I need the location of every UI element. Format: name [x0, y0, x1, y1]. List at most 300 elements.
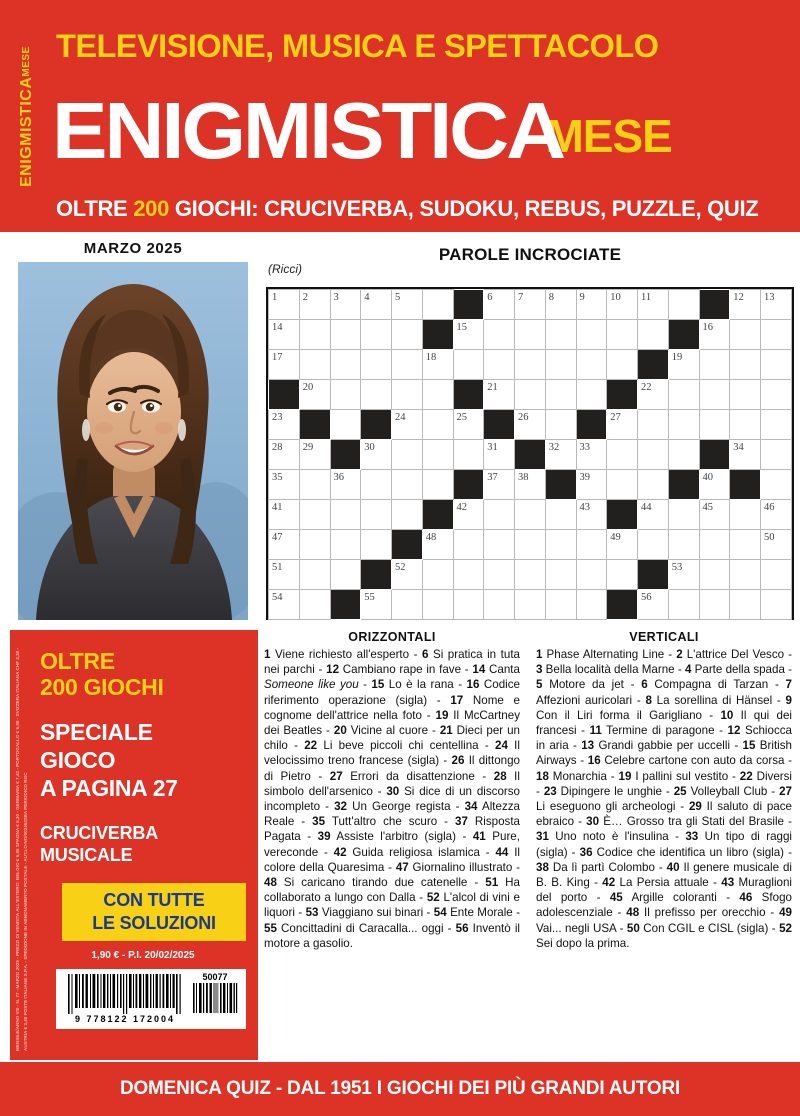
crossword-cell-block [668, 470, 699, 500]
crossword-cell[interactable] [761, 350, 792, 380]
crossword-cell[interactable] [607, 470, 638, 500]
promo-games-count [40, 648, 246, 700]
crossword-cell[interactable] [361, 530, 392, 560]
crossword-cell[interactable] [699, 470, 730, 500]
crossword-cell[interactable] [545, 290, 576, 320]
crossword-cell[interactable] [515, 320, 546, 350]
crossword-cell-number: 53 [671, 562, 683, 573]
crossword-row [269, 560, 792, 590]
crossword-cell[interactable] [515, 380, 546, 410]
crossword-cell[interactable] [545, 320, 576, 350]
crossword-cell[interactable] [668, 560, 699, 590]
crossword-cell-block [453, 380, 484, 410]
crossword-cell[interactable] [361, 350, 392, 380]
crossword-cell-number: 30 [364, 442, 375, 453]
crossword-cell[interactable] [668, 350, 699, 380]
issue-fineprint: MENSILE/ANNO VIII - N. 77 - MARZO 2025 - PREZZI DI VENDITA ALL'ESTERO: BELGIO € 5,95 SPAGNA € 5,30 - GERMANIA € 7,40 - PORTOGALLO € 5,99 - SVIZZERA ITALIANA CHF 4,30 - AUSTRIA € 3,40 POSTE ITALIANE S.P.A. - SPEDIZIONE IN ABBONAMENTO POSTALE - AUT.LO-NO/0024523BA PERIODICO ROC [15, 647, 28, 1051]
promo-text-block [40, 648, 246, 866]
crossword-cell-block [361, 560, 392, 590]
crossword-cell-block [607, 380, 638, 410]
crossword-cell-number: 20 [302, 382, 314, 393]
crossword-cell[interactable] [761, 380, 792, 410]
solutions-badge [62, 883, 246, 941]
crossword-cell-block [730, 470, 761, 500]
crossword-cell[interactable] [361, 440, 392, 470]
crossword-cell-number: 28 [272, 442, 283, 453]
crossword-cell-number: 29 [302, 442, 314, 453]
crossword-cell[interactable] [576, 470, 607, 500]
crossword-cell-number: 14 [272, 322, 283, 333]
crossword-cell-number: 40 [702, 472, 713, 483]
crossword-cell[interactable] [761, 320, 792, 350]
crossword-cell[interactable] [515, 350, 546, 380]
crossword-cell[interactable] [730, 530, 761, 560]
crossword-cell-number: 33 [579, 442, 590, 453]
crossword-cell[interactable] [730, 590, 761, 620]
crossword-cell[interactable] [453, 590, 484, 620]
crossword-cell[interactable] [361, 320, 392, 350]
crossword-cell[interactable] [392, 350, 423, 380]
crossword-cell-number: 23 [272, 412, 283, 423]
crossword-cell[interactable] [299, 560, 330, 590]
promo-cruciverba [40, 822, 246, 866]
crossword-cell[interactable] [330, 560, 361, 590]
crossword-cell-block [422, 320, 453, 350]
crossword-cell-block [638, 350, 669, 380]
crossword-cell[interactable] [422, 470, 453, 500]
crossword-cell[interactable] [361, 380, 392, 410]
crossword-cell[interactable] [730, 380, 761, 410]
crossword-cell[interactable] [699, 530, 730, 560]
crossword-cell[interactable] [638, 590, 669, 620]
crossword-cell[interactable] [761, 410, 792, 440]
crossword-cell[interactable] [576, 380, 607, 410]
crossword-cell-block [269, 380, 300, 410]
crossword-cell[interactable] [392, 500, 423, 530]
crossword-cell[interactable] [638, 290, 669, 320]
crossword-cell[interactable] [330, 470, 361, 500]
crossword-cell[interactable] [422, 290, 453, 320]
crossword-cell[interactable] [515, 530, 546, 560]
crossword-cell-number: 48 [425, 532, 437, 543]
footer-banner [0, 1062, 800, 1116]
crossword-cell[interactable] [730, 410, 761, 440]
crossword-cell[interactable] [299, 380, 330, 410]
crossword-cell[interactable] [699, 560, 730, 590]
crossword-cell[interactable] [545, 380, 576, 410]
crossword-cell[interactable] [269, 530, 300, 560]
crossword-cell[interactable] [638, 410, 669, 440]
crossword-cell-number: 17 [272, 352, 283, 363]
crossword-cell-number: 43 [579, 502, 590, 513]
crossword-cell-number: 3 [333, 292, 339, 303]
crossword-cell[interactable] [330, 290, 361, 320]
crossword-cell[interactable] [269, 590, 300, 620]
solutions-badge-line1: CON TUTTE [103, 890, 205, 910]
crossword-cell-number: 52 [395, 562, 406, 573]
crossword-cell[interactable] [545, 440, 576, 470]
crossword-row [269, 440, 792, 470]
crossword-cell[interactable] [730, 500, 761, 530]
crossword-cell[interactable] [299, 320, 330, 350]
magazine-title-main: ENIGMISTICA [52, 86, 564, 175]
crossword-cell-number: 55 [364, 592, 375, 603]
crossword-cell-number: 9 [579, 292, 585, 303]
crossword-cell-number: 31 [487, 442, 498, 453]
issue-date: MARZO 2025 [83, 240, 183, 257]
crossword-row [269, 470, 792, 500]
crossword-cell[interactable] [392, 290, 423, 320]
crossword-cell-block [330, 590, 361, 620]
spine-logo-main: ENIGMISTICA [18, 76, 35, 188]
crossword-cell[interactable] [576, 350, 607, 380]
crossword-cell[interactable] [515, 470, 546, 500]
crossword-cell-number: 25 [456, 412, 467, 423]
magazine-title-suffix: MESE [545, 110, 672, 162]
crossword-cell[interactable] [361, 500, 392, 530]
barcode [56, 969, 246, 1029]
crossword-cell-block [668, 320, 699, 350]
cover-subkicker [56, 196, 786, 222]
crossword-grid[interactable] [266, 287, 794, 620]
crossword-cell[interactable] [576, 440, 607, 470]
crossword-cell[interactable] [730, 290, 761, 320]
crossword-cell[interactable] [545, 590, 576, 620]
crossword-cell-number: 37 [487, 472, 498, 483]
crossword-cell-number: 1 [272, 292, 278, 303]
promo-speciale-line2: GIOCO [40, 747, 116, 773]
crossword-cell[interactable] [299, 500, 330, 530]
crossword-cell-number: 7 [518, 292, 524, 303]
crossword-row [269, 500, 792, 530]
crossword-cell[interactable] [607, 530, 638, 560]
crossword-cell-number: 12 [733, 292, 744, 303]
crossword-cell[interactable] [422, 410, 453, 440]
crossword-cell-number: 18 [425, 352, 437, 363]
barcode-number: 9 778122 172004 [74, 1014, 176, 1024]
crossword-cell[interactable] [699, 380, 730, 410]
crossword-cell[interactable] [730, 440, 761, 470]
crossword-cell-block [576, 410, 607, 440]
crossword-cell[interactable] [576, 530, 607, 560]
crossword-cell[interactable] [576, 320, 607, 350]
crossword-cell[interactable] [392, 560, 423, 590]
crossword-cell[interactable] [484, 440, 515, 470]
crossword-cell-number: 22 [641, 382, 652, 393]
crossword-cell[interactable] [269, 560, 300, 590]
spine-logo-sub: MESE [21, 46, 32, 77]
crossword-cell[interactable] [484, 290, 515, 320]
clues-across [264, 630, 520, 951]
crossword-cell-block [392, 530, 423, 560]
crossword-cell-block [453, 470, 484, 500]
crossword-cell[interactable] [453, 410, 484, 440]
crossword-cell[interactable] [422, 590, 453, 620]
promo-cruciverba-line2: MUSICALE [40, 845, 133, 865]
masthead [0, 0, 800, 232]
crossword-cell[interactable] [668, 290, 699, 320]
promo-special-feature [40, 718, 246, 802]
crossword-cell[interactable] [330, 320, 361, 350]
crossword-cell[interactable] [484, 470, 515, 500]
crossword-cell[interactable] [607, 440, 638, 470]
subkicker-pre: OLTRE [56, 196, 134, 221]
crossword-cell[interactable] [484, 320, 515, 350]
crossword-cell[interactable] [422, 530, 453, 560]
crossword-cell-number: 56 [641, 592, 652, 603]
crossword-cell-number: 54 [272, 592, 283, 603]
crossword-cell[interactable] [453, 560, 484, 590]
crossword-cell-number: 13 [764, 292, 775, 303]
crossword-cell[interactable] [330, 530, 361, 560]
solutions-badge-line2: LE SOLUZIONI [92, 913, 216, 933]
crossword-cell[interactable] [422, 560, 453, 590]
crossword-cell[interactable] [668, 410, 699, 440]
crossword-cell[interactable] [638, 440, 669, 470]
crossword-cell-number: 19 [671, 352, 683, 363]
promo-oltre-line1: OLTRE [40, 648, 115, 674]
crossword-cell[interactable] [730, 320, 761, 350]
crossword-cell-number: 41 [272, 502, 283, 513]
crossword-cell[interactable] [638, 530, 669, 560]
crossword-cell-number: 15 [456, 322, 467, 333]
puzzle-author: (Ricci) [268, 262, 302, 276]
barcode-addon-number: 50077 [202, 972, 228, 982]
crossword-cell-block [299, 410, 330, 440]
crossword-cell[interactable] [607, 320, 638, 350]
crossword-cell[interactable] [484, 380, 515, 410]
crossword-cell-number: 16 [702, 322, 713, 333]
crossword-cell-number: 45 [702, 502, 713, 513]
crossword-cell[interactable] [269, 290, 300, 320]
promo-panel [10, 630, 258, 1055]
crossword-cell[interactable] [269, 500, 300, 530]
crossword-cell-block [545, 470, 576, 500]
crossword-cell-number: 39 [579, 472, 590, 483]
crossword-cell[interactable] [730, 560, 761, 590]
crossword-row [269, 590, 792, 620]
crossword-cell-number: 49 [610, 532, 621, 543]
crossword-cell[interactable] [392, 320, 423, 350]
crossword-cell[interactable] [361, 470, 392, 500]
crossword-cell-number: 11 [641, 292, 652, 303]
crossword-cell[interactable] [545, 410, 576, 440]
crossword-cell-number: 44 [641, 502, 652, 513]
crossword-cell[interactable] [761, 470, 792, 500]
crossword-cell[interactable] [299, 530, 330, 560]
crossword-cell[interactable] [730, 350, 761, 380]
crossword-cell-block [699, 290, 730, 320]
subkicker-post: GIOCHI: CRUCIVERBA, SUDOKU, REBUS, PUZZLE, QUIZ [169, 196, 759, 221]
crossword-cell[interactable] [515, 500, 546, 530]
crossword-cell[interactable] [299, 590, 330, 620]
crossword-row [269, 350, 792, 380]
crossword-cell-number: 8 [548, 292, 554, 303]
crossword-cell-block [484, 410, 515, 440]
crossword-cell[interactable] [638, 470, 669, 500]
crossword-cell[interactable] [330, 410, 361, 440]
crossword-cell[interactable] [761, 440, 792, 470]
crossword-cell[interactable] [699, 410, 730, 440]
crossword-cell-block [361, 410, 392, 440]
crossword-cell[interactable] [453, 320, 484, 350]
crossword-row [269, 410, 792, 440]
crossword-cell-number: 35 [272, 472, 283, 483]
magazine-title [52, 88, 782, 178]
crossword-cell-number: 38 [518, 472, 529, 483]
crossword-cell[interactable] [668, 440, 699, 470]
crossword-cell[interactable] [668, 530, 699, 560]
crossword-cell[interactable] [392, 410, 423, 440]
crossword-cell[interactable] [299, 470, 330, 500]
spine-logo [10, 12, 44, 222]
crossword-cell[interactable] [607, 290, 638, 320]
crossword-cell[interactable] [484, 560, 515, 590]
crossword-cell[interactable] [422, 380, 453, 410]
crossword-cell[interactable] [422, 440, 453, 470]
crossword-cell-number: 50 [764, 532, 775, 543]
cover-kicker: TELEVISIONE, MUSICA E SPETTACOLO [56, 28, 659, 64]
crossword-cell[interactable] [299, 440, 330, 470]
crossword-cell[interactable] [545, 560, 576, 590]
crossword-cell[interactable] [576, 590, 607, 620]
promo-speciale-line3: A PAGINA 27 [40, 775, 178, 801]
promo-bottom-accent [10, 1055, 258, 1060]
promo-cruciverba-line1: CRUCIVERBA [40, 823, 159, 843]
crossword-cell[interactable] [330, 500, 361, 530]
crossword-cell[interactable] [269, 470, 300, 500]
promo-speciale-line1: SPECIALE [40, 719, 153, 745]
crossword-cell[interactable] [699, 350, 730, 380]
crossword-cell[interactable] [545, 500, 576, 530]
crossword-row [269, 530, 792, 560]
clues-down [536, 630, 792, 951]
crossword-cell-number: 24 [395, 412, 406, 423]
footer-text: DOMENICA QUIZ - DAL 1951 I GIOCHI DEI PIÙ GRANDI AUTORI [119, 1078, 681, 1099]
crossword-cell[interactable] [699, 320, 730, 350]
crossword-cell[interactable] [607, 410, 638, 440]
crossword-cell-block [453, 290, 484, 320]
crossword-cell[interactable] [484, 530, 515, 560]
crossword-cell-number: 6 [487, 292, 493, 303]
crossword-cell[interactable] [269, 410, 300, 440]
crossword-cell-block [330, 440, 361, 470]
crossword-cell-number: 26 [518, 412, 529, 423]
crossword-cell[interactable] [545, 530, 576, 560]
crossword-cell[interactable] [484, 350, 515, 380]
crossword-cell[interactable] [392, 590, 423, 620]
clues-down-heading: VERTICALI [629, 630, 699, 644]
crossword-cell[interactable] [299, 350, 330, 380]
crossword-cell[interactable] [638, 380, 669, 410]
clues-across-heading: ORIZZONTALI [348, 630, 436, 644]
crossword-cell[interactable] [545, 350, 576, 380]
crossword-cell[interactable] [699, 590, 730, 620]
crossword-cell[interactable] [422, 350, 453, 380]
crossword-cell[interactable] [330, 350, 361, 380]
crossword-cell[interactable] [392, 440, 423, 470]
crossword-cell-number: 27 [610, 412, 621, 423]
crossword-cell[interactable] [576, 560, 607, 590]
crossword-cell-number: 36 [333, 472, 344, 483]
crossword-cell-number: 10 [610, 292, 621, 303]
crossword-cell[interactable] [392, 380, 423, 410]
crossword-row [269, 380, 792, 410]
crossword-cell-number: 2 [302, 292, 308, 303]
crossword-cell[interactable] [761, 290, 792, 320]
crossword-cell-block [607, 590, 638, 620]
crossword-row [269, 290, 792, 320]
crossword-cell-block [607, 500, 638, 530]
crossword-cell[interactable] [515, 290, 546, 320]
crossword-cell-number: 46 [764, 502, 775, 513]
crossword-cell-number: 51 [272, 562, 283, 573]
crossword-cell[interactable] [269, 350, 300, 380]
crossword-cell-number: 4 [364, 292, 370, 303]
crossword-cell[interactable] [576, 290, 607, 320]
crossword-cell-number: 34 [733, 442, 744, 453]
crossword-cell[interactable] [269, 440, 300, 470]
barcode-ean13-icon [66, 974, 184, 1014]
crossword-cell[interactable] [761, 530, 792, 560]
crossword-cell[interactable] [668, 500, 699, 530]
crossword-cell[interactable] [453, 530, 484, 560]
crossword-cell[interactable] [330, 380, 361, 410]
crossword-cell[interactable] [761, 500, 792, 530]
crossword-cell[interactable] [453, 440, 484, 470]
crossword-cell[interactable] [638, 320, 669, 350]
crossword-cell[interactable] [392, 470, 423, 500]
crossword-cell[interactable] [484, 500, 515, 530]
crossword-cell-number: 47 [272, 532, 283, 543]
crossword-cell[interactable] [515, 410, 546, 440]
crossword-cell[interactable] [484, 590, 515, 620]
crossword-cell-block [699, 440, 730, 470]
crossword-cell-number: 5 [395, 292, 401, 303]
crossword-table [268, 289, 792, 620]
clues-down-text: 1 Phase Alternating Line - 2 L'attrice Del Vesco - 3 Bella località della Marne - 4 Parte della spada - 5 Motore da jet - 6 Compagna di Tarzan - 7 Affezioni auricolari - 8 La sorellina di Hänsel - 9 Con il Liri forma il Garigliano - 10 Il qui dei francesi - 11 Termine di paragone - 12 Schiocca in aria - 13 Grandi gabbie per uccelli - 15 British Airways - 16 Celebre cartone con auto da corsa - 18 Monarchia - 19 I pallini sul vestito - 22 Diversi - 23 Dipingere le unghie - 25 Volleyball Club - 27 Li eseguono gli archeologi - 29 Il saluto di pace ebraico - 30 È… Grosso tra gli Stati del Brasile - 31 Uno noto è l'insulina - 33 Un tipo di raggi (sigla) - 36 Codice che identifica un libro (sigla) - 38 Da lì partì Colombo - 40 Il genere musicale di B. B. King - 42 La Persia attuale - 43 Muraglioni del porto - 45 Argille coloranti - 46 Sfogo adolescenziale - 48 Il prefisso per orecchio - 49 Vai... negli USA - 50 Con CGIL e CISL (sigla) - 52 Sei dopo la prima. [536, 648, 793, 950]
crossword-cell[interactable] [453, 350, 484, 380]
crossword-cell[interactable] [299, 290, 330, 320]
crossword-cell-block [515, 440, 546, 470]
crossword-cell[interactable] [607, 560, 638, 590]
clues-across-text: 1 Viene richiesto all'esperto - 6 Si pratica in tuta nei parchi - 12 Cambiano rape in fave - 14 Canta Someone like you - 15 Lo è la rana - 16 Codice riferimento operazione (sigla) - 17 Nome e cognome dell'attrice nella foto - 19 Il McCartney dei Beatles - 20 Vicine al cuore - 21 Dieci per un chilo - 22 Li beve piccoli chi centellina - 24 Il velocissimo treno francese (sigla) - 26 Il dittongo di Pietro - 27 Errori da disattenzione - 28 Il simbolo dell'arsenico - 30 Si dice di un discorso incompleto - 32 Un George regista - 34 Altezza Reale - 35 Tutt'altro che scuro - 37 Risposta Pagata - 39 Assiste l'arbitro (sigla) - 41 Pure, vereconde - 42 Guida religiosa islamica - 44 Il colore della Quaresima - 47 Giornalino illustrato - 48 Si caricano tirando due catenelle - 51 Ha collaborato a lungo con Dalla - 52 L'alcol di vini e liquori - 53 Viaggiano sui binari - 54 Ente Morale - 55 Concittadini di Caracalla... oggi - 56 Inventò il motore a gasolio. [264, 648, 521, 950]
crossword-cell[interactable] [761, 560, 792, 590]
cover-photo-illustration [18, 262, 248, 620]
crossword-cell[interactable] [668, 380, 699, 410]
crossword-cell[interactable] [515, 590, 546, 620]
crossword-cell[interactable] [761, 590, 792, 620]
crossword-cell[interactable] [638, 500, 669, 530]
crossword-cell-number: 42 [456, 502, 467, 513]
crossword-cell-number: 21 [487, 382, 498, 393]
crossword-cell[interactable] [699, 500, 730, 530]
crossword-cell[interactable] [361, 590, 392, 620]
crossword-cell[interactable] [607, 350, 638, 380]
crossword-cell-block [422, 500, 453, 530]
crossword-row [269, 320, 792, 350]
subkicker-count: 200 [133, 196, 170, 221]
crossword-cell[interactable] [269, 320, 300, 350]
crossword-cell[interactable] [576, 500, 607, 530]
puzzle-title: PAROLE INCROCIATE [438, 245, 622, 264]
crossword-cell[interactable] [668, 590, 699, 620]
price-and-date: 1,90 € - P.I. 20/02/2025 [91, 950, 195, 961]
crossword-cell[interactable] [453, 500, 484, 530]
crossword-cell[interactable] [361, 290, 392, 320]
crossword-cell[interactable] [515, 560, 546, 590]
barcode-addon-icon [192, 983, 238, 1013]
